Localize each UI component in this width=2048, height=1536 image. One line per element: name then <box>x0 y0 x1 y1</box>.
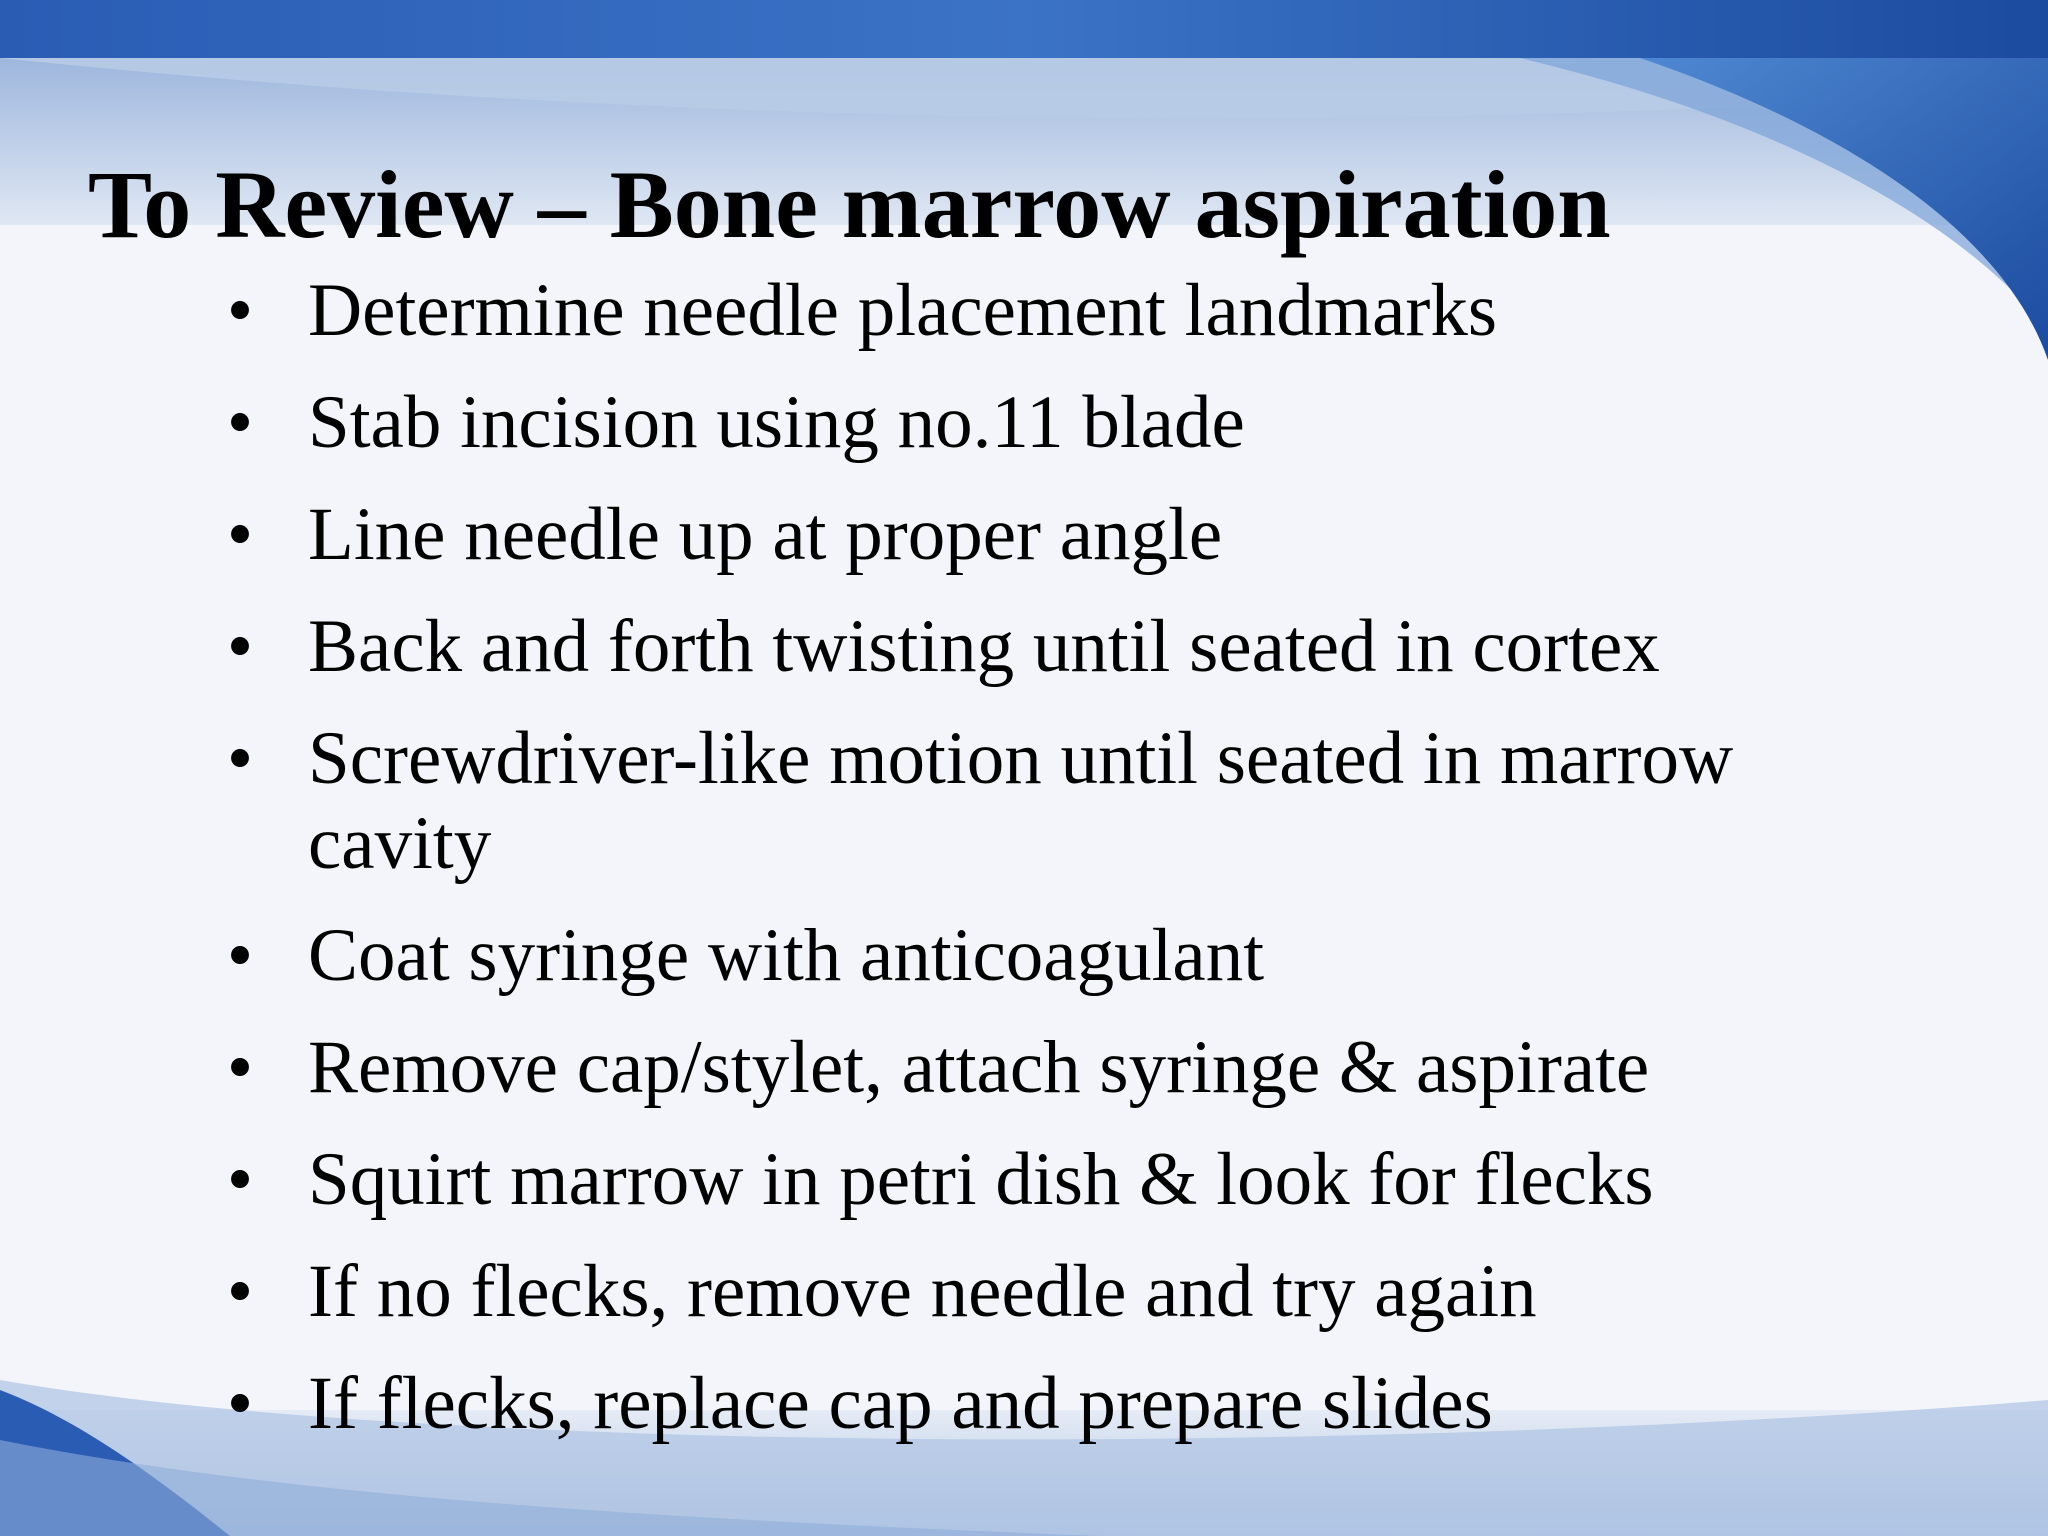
bullet-text: Squirt marrow in petri dish & look for flecks <box>308 1138 1654 1221</box>
bullet-text: Back and forth twisting until seated in cortex <box>308 605 1660 688</box>
bullet-text: Remove cap/stylet, attach syringe & aspirate <box>308 1026 1650 1109</box>
bullet-dot: • <box>226 1026 254 1109</box>
bullet-item <box>220 1249 1880 1334</box>
bullet-dot: • <box>226 381 254 464</box>
bullet-item <box>220 913 1880 998</box>
bullet-dot: • <box>226 914 254 997</box>
bullet-dot: • <box>226 1362 254 1445</box>
bullet-item <box>220 716 1880 886</box>
bullet-text: If flecks, replace cap and prepare slides <box>308 1362 1493 1445</box>
bullet-dot: • <box>226 493 254 576</box>
bullet-text: Coat syringe with anticoagulant <box>308 914 1265 997</box>
bullet-text: Line needle up at proper angle <box>308 493 1223 576</box>
bullet-dot: • <box>226 269 254 352</box>
bullet-item <box>220 1025 1880 1110</box>
bullet-text: If no flecks, remove needle and try again <box>308 1250 1537 1333</box>
bullet-dot: • <box>226 1250 254 1333</box>
bullet-dot: • <box>226 1138 254 1221</box>
bullet-dot: • <box>226 605 254 688</box>
bullet-list <box>220 268 1880 1473</box>
top-band <box>0 0 2048 58</box>
slide-title: To Review – Bone marrow aspiration <box>88 151 1611 258</box>
bullet-text: Stab incision using no.11 blade <box>308 381 1245 464</box>
bullet-item <box>220 1137 1880 1222</box>
bullet-text: Screwdriver-like motion until seated in marrow cavity <box>308 717 1734 885</box>
bullet-dot: • <box>226 717 254 800</box>
bullet-item <box>220 492 1880 577</box>
bullet-item <box>220 268 1880 353</box>
bullet-item <box>220 604 1880 689</box>
bullet-text: Determine needle placement landmarks <box>308 269 1498 352</box>
bullet-item <box>220 380 1880 465</box>
bullet-item <box>220 1361 1880 1446</box>
